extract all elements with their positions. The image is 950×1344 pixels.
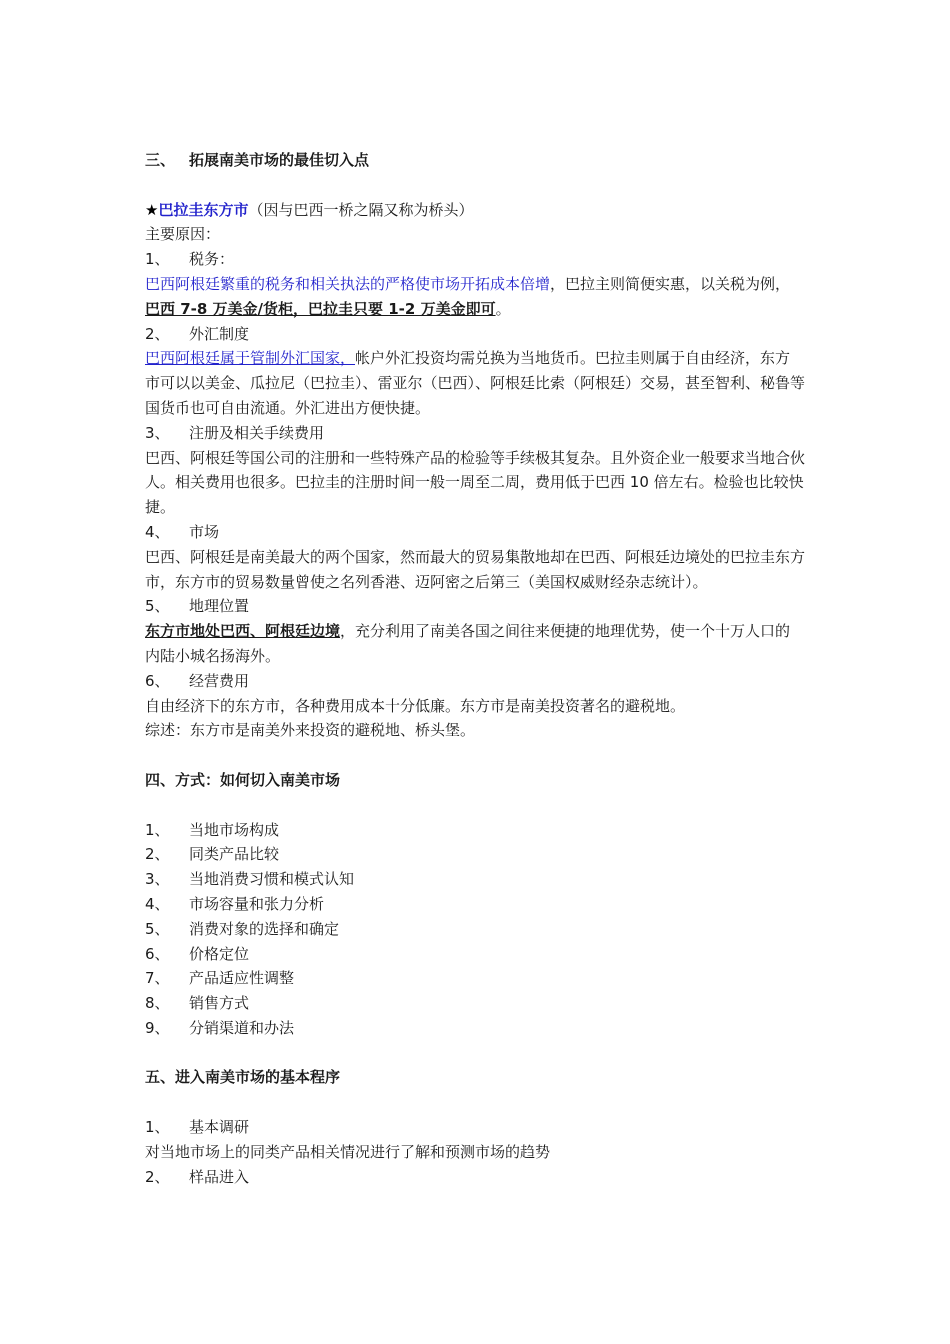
city-name: 巴拉圭东方市: [158, 200, 249, 219]
section-3-heading: 三、 拓展南美市场的最佳切入点: [145, 151, 370, 169]
registration-paragraph: 巴西、阿根廷等国公司的注册和一些特殊产品的检验等手续极其复杂。且外资企业一般要求当地合伙人。相关费用也很多。巴拉圭的注册时间一般一周至二周，费用低于巴西 10 倍左右。检验也比较快捷。: [145, 448, 806, 517]
sec4-item: 1、 当地市场构成: [145, 820, 280, 839]
sec5-item: 1、 基本调研: [145, 1118, 250, 1137]
sec5-item: 2、 样品进入: [145, 1167, 250, 1186]
item-fx: 2、 外汇制度: [145, 324, 250, 343]
sec4-item: 9、 分销渠道和办法: [145, 1018, 295, 1037]
section-5-heading: 五、进入南美市场的基本程序: [145, 1068, 341, 1087]
star-icon: ★: [145, 200, 159, 219]
sec4-item: 8、 销售方式: [145, 994, 250, 1013]
summary-paragraph: 综述：东方市是南美外来投资的避税地、桥头堡。: [145, 721, 476, 740]
item-costs: 6、 经营费用: [145, 671, 250, 690]
item-market: 4、 市场: [145, 522, 220, 541]
costs-paragraph: 自由经济下的东方市，各种费用成本十分低廉。东方市是南美投资著名的避税地。: [145, 696, 686, 715]
blank-line: [145, 743, 805, 768]
tax-bold-note: 巴西 7-8 万美金/货柜，巴拉圭只要 1-2 万美金即可: [145, 299, 496, 318]
blank-line: [145, 1090, 805, 1115]
tax-highlight: 巴西阿根廷繁重的税务和相关执法的严格使市场开拓成本倍增: [145, 274, 551, 293]
sec4-item: 5、 消费对象的选择和确定: [145, 919, 340, 938]
sec4-item: 3、 当地消费习惯和模式认知: [145, 870, 355, 889]
geography-paragraph: 东方市地处巴西、阿根廷边境，充分利用了南美各国之间往来便捷的地理优势，使一个十万人口的内陆小城名扬海外。: [145, 622, 791, 665]
sec4-item: 6、 价格定位: [145, 944, 250, 963]
item-geography: 5、 地理位置: [145, 597, 250, 616]
item-registration: 3、 注册及相关手续费用: [145, 423, 325, 442]
sec4-item: 2、 同类产品比较: [145, 845, 280, 864]
sec4-item: 7、 产品适应性调整: [145, 969, 295, 988]
city-line: [145, 198, 805, 223]
tax-paragraph: 巴西阿根廷繁重的税务和相关执法的严格使市场开拓成本倍增，巴拉主则简便实惠，以关税为例，巴西 7-8 万美金/货柜，巴拉圭只要 1-2 万美金即可。: [145, 274, 791, 318]
geography-bold: 东方市地处巴西、阿根廷边境: [145, 622, 341, 641]
research-paragraph: 对当地市场上的同类产品相关情况进行了解和预测市场的趋势: [145, 1142, 551, 1161]
blank-line: [145, 793, 805, 818]
city-note: （因与巴西一桥之隔又称为桥头）: [248, 200, 474, 219]
item-tax: 1、 税务：: [145, 250, 235, 269]
sec4-item: 4、 市场容量和张力分析: [145, 894, 325, 913]
reasons-label: 主要原因：: [145, 225, 221, 244]
market-paragraph: 巴西、阿根廷是南美最大的两个国家，然而最大的贸易集散地却在巴西、阿根廷边境处的巴拉圭东方市，东方市的贸易数量曾使之名列香港、迈阿密之后第三（美国权威财经杂志统计）。: [145, 547, 806, 591]
blank-line: [145, 173, 805, 198]
fx-paragraph: 巴西阿根廷属于管制外汇国家，帐户外汇投资均需兑换为当地货币。巴拉圭则属于自由经济，东方市可以以美金、瓜拉尼（巴拉圭）、雷亚尔（巴西）、阿根廷比索（阿根廷）交易，甚至智利、秘鲁等国货币也可自由流通。外汇进出方便快捷。: [145, 349, 806, 417]
section-4-heading: 四、方式：如何切入南美市场: [145, 770, 341, 789]
fx-link[interactable]: 巴西阿根廷属于管制外汇国家，: [145, 349, 356, 368]
document-page: [145, 148, 805, 1189]
blank-line: [145, 1041, 805, 1066]
